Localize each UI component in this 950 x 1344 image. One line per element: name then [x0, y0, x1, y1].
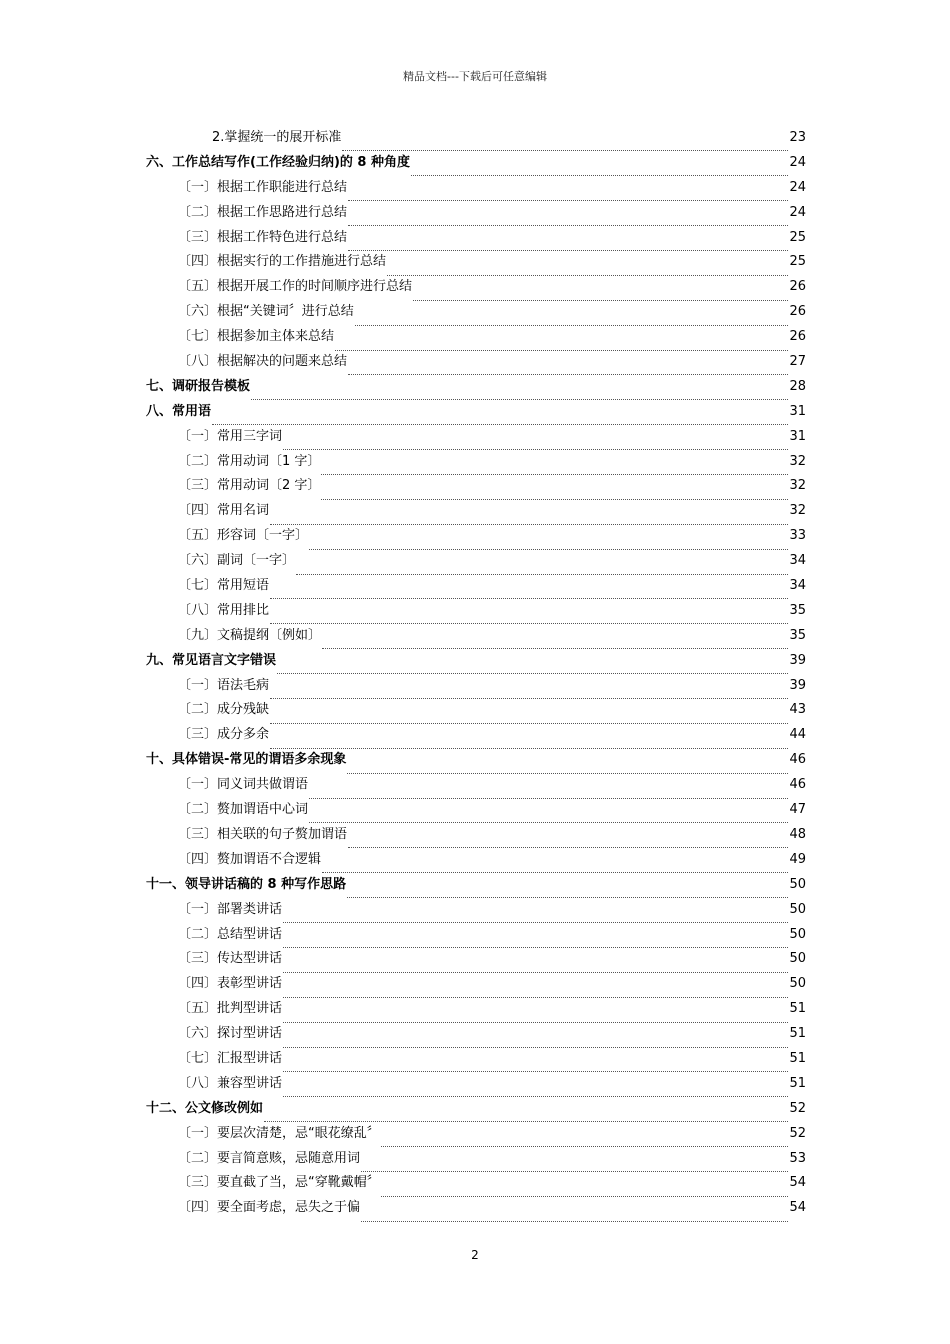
dot-leader — [283, 1058, 788, 1072]
toc-entry-page: 46 — [789, 777, 806, 793]
toc-entry-title: 〔二〕常用动词〔1 字〕 — [178, 453, 321, 469]
dot-leader — [381, 1133, 789, 1147]
toc-entry-page: 26 — [789, 329, 806, 345]
toc-entry-page: 35 — [789, 602, 806, 618]
toc-entry[interactable] — [146, 1149, 806, 1174]
toc-entry-page: 33 — [789, 528, 806, 544]
toc-entry-page: 44 — [789, 727, 806, 743]
toc-entry-page: 23 — [789, 130, 806, 145]
dot-leader — [264, 1108, 788, 1122]
toc-entry-page: 53 — [789, 1150, 806, 1166]
toc-entry[interactable] — [146, 1198, 806, 1223]
toc-entry-title: 〔一〕部署类讲话 — [178, 901, 283, 917]
dot-leader — [283, 934, 788, 948]
dot-leader — [322, 859, 788, 873]
toc-entry-title: 〔五〕形容词〔一字〕 — [178, 528, 309, 544]
toc-entry[interactable] — [146, 452, 806, 477]
toc-entry-page: 54 — [789, 1175, 806, 1191]
toc-entry-title: 〔九〕文稿提纲〔例如〕 — [178, 627, 322, 643]
toc-entry-page: 25 — [789, 254, 806, 270]
dot-leader — [347, 760, 788, 774]
toc-entry-page: 50 — [789, 901, 806, 917]
toc-entry-title: 〔四〕要全面考虑，忌失之于偏 — [178, 1200, 361, 1216]
toc-entry[interactable] — [146, 1124, 806, 1149]
dot-leader — [348, 212, 788, 226]
dot-leader — [411, 162, 788, 176]
toc-entry[interactable] — [146, 551, 806, 576]
toc-entry-title: 〔二〕赘加谓语中心词 — [178, 802, 309, 818]
toc-entry-page: 39 — [789, 677, 806, 693]
dot-leader — [348, 187, 788, 201]
dot-leader — [348, 834, 788, 848]
toc-entry[interactable] — [146, 352, 806, 377]
toc-entry[interactable] — [146, 949, 806, 974]
toc-entry-title: 九、常见语言文字错误 — [146, 652, 277, 668]
dot-leader — [361, 1208, 788, 1222]
toc-entry[interactable] — [146, 1049, 806, 1074]
toc-entry[interactable] — [146, 1099, 806, 1124]
toc-entry-page: 49 — [789, 851, 806, 867]
dot-leader — [413, 287, 788, 301]
dot-leader — [321, 486, 788, 500]
dot-leader — [322, 635, 788, 649]
toc-entry[interactable] — [146, 327, 806, 352]
toc-entry[interactable] — [146, 601, 806, 626]
dot-leader — [321, 461, 788, 475]
toc-entry-page: 32 — [789, 453, 806, 469]
toc-entry-title: 十一、领导讲话稿的 8 种写作思路 — [146, 876, 347, 892]
toc-entry-page: 26 — [789, 304, 806, 320]
toc-entry-title: 十二、公文修改例如 — [146, 1100, 264, 1116]
dot-leader — [309, 536, 788, 550]
toc-entry-page: 32 — [789, 478, 806, 494]
toc-entry-page: 35 — [789, 627, 806, 643]
dot-leader — [348, 361, 788, 375]
toc-entry-title: 〔八〕常用排比 — [178, 602, 270, 618]
toc-entry[interactable] — [146, 700, 806, 725]
toc-entry[interactable] — [146, 775, 806, 800]
toc-entry[interactable] — [146, 377, 806, 402]
toc-entry[interactable] — [146, 999, 806, 1024]
toc-entry-title: 〔二〕总结型讲话 — [178, 926, 283, 942]
toc-entry-page: 50 — [789, 926, 806, 942]
toc-entry-page: 54 — [789, 1200, 806, 1216]
toc-entry-page: 24 — [789, 179, 806, 195]
toc-entry-title: 〔四〕根据实行的工作措施进行总结 — [178, 254, 387, 270]
dot-leader — [296, 561, 788, 575]
toc-entry-title: 〔一〕要层次清楚，忌“眼花缭乱〞 — [178, 1125, 380, 1141]
toc-entry[interactable] — [146, 277, 806, 302]
toc-entry-page: 52 — [789, 1100, 806, 1116]
toc-entry-title: 〔六〕副词〔一字〕 — [178, 553, 296, 569]
toc-entry[interactable] — [146, 900, 806, 925]
dot-leader — [277, 660, 788, 674]
toc-entry-page: 50 — [789, 976, 806, 992]
toc-entry-title: 〔三〕成分多余 — [178, 727, 270, 743]
toc-entry[interactable] — [146, 974, 806, 999]
toc-entry-page: 51 — [789, 1050, 806, 1066]
toc-entry-title: 八、常用语 — [146, 403, 212, 419]
dot-leader — [347, 884, 788, 898]
dot-leader — [270, 710, 788, 724]
toc-entry-title: 〔五〕根据开展工作的时间顺序进行总结 — [178, 279, 413, 295]
toc-entry[interactable] — [146, 526, 806, 551]
dot-leader — [283, 1009, 788, 1023]
page-number: 2 — [471, 1248, 479, 1262]
dot-leader — [283, 909, 788, 923]
toc-entry-page: 50 — [789, 876, 806, 892]
dot-leader — [283, 1083, 788, 1097]
toc-entry[interactable] — [146, 302, 806, 327]
toc-entry[interactable] — [146, 153, 806, 178]
toc-entry-page: 34 — [789, 553, 806, 569]
toc-entry[interactable] — [146, 501, 806, 526]
toc-entry[interactable] — [146, 1024, 806, 1049]
dot-leader — [270, 511, 788, 525]
dot-leader — [270, 685, 788, 699]
toc-entry[interactable] — [146, 1173, 806, 1198]
dot-leader — [283, 436, 788, 450]
dot-leader — [355, 312, 789, 326]
toc-entry-title: 十、具体错误-常见的谓语多余现象 — [146, 752, 347, 768]
toc-entry[interactable] — [146, 800, 806, 825]
toc-entry[interactable] — [146, 427, 806, 452]
toc-entry-title: 〔五〕批判型讲话 — [178, 1001, 283, 1017]
toc-entry-title: 〔二〕要言简意赅，忌随意用词 — [178, 1150, 361, 1166]
toc-entry-page: 47 — [789, 802, 806, 818]
toc-entry-page: 51 — [789, 1001, 806, 1017]
toc-entry-title: 〔三〕要直截了当，忌“穿靴戴帽〞 — [178, 1175, 380, 1191]
toc-entry[interactable] — [146, 1074, 806, 1099]
toc-entry-title: 〔二〕成分残缺 — [178, 702, 270, 718]
toc-entry-title: 〔三〕根据工作特色进行总结 — [178, 229, 348, 245]
toc-entry-title: 〔八〕根据解决的问题来总结 — [178, 354, 348, 370]
toc-entry-title: 〔七〕根据参加主体来总结 — [178, 329, 335, 345]
dot-leader — [309, 809, 788, 823]
toc-entry-title: 〔二〕根据工作思路进行总结 — [178, 204, 348, 220]
toc-entry[interactable] — [146, 128, 806, 153]
dot-leader — [283, 984, 788, 998]
toc-entry-page: 25 — [789, 229, 806, 245]
dot-leader — [387, 262, 788, 276]
toc-entry-page: 51 — [789, 1075, 806, 1091]
dot-leader — [309, 785, 788, 799]
toc-entry-title: 〔三〕常用动词〔2 字〕 — [178, 478, 321, 494]
toc-entry-page: 26 — [789, 279, 806, 295]
dot-leader — [342, 137, 788, 151]
toc-entry-page: 24 — [789, 204, 806, 220]
dot-leader — [335, 337, 788, 351]
toc-entry-page: 32 — [789, 503, 806, 519]
toc-entry-page: 28 — [789, 378, 806, 394]
toc-entry-title: 〔一〕常用三字词 — [178, 428, 283, 444]
toc-entry-title: 〔六〕根据“关键词〞进行总结 — [178, 304, 354, 320]
toc-entry-title: 〔七〕汇报型讲话 — [178, 1050, 283, 1066]
dot-leader — [283, 959, 788, 973]
toc-entry[interactable] — [146, 576, 806, 601]
dot-leader — [251, 386, 788, 400]
toc-entry-title: 〔八〕兼容型讲话 — [178, 1075, 283, 1091]
toc-entry-title: 〔四〕表彰型讲话 — [178, 976, 283, 992]
dot-leader — [361, 1158, 788, 1172]
dot-leader — [270, 735, 788, 749]
dot-leader — [270, 610, 788, 624]
toc-entry-title: 〔四〕常用名词 — [178, 503, 270, 519]
toc-entry-page: 34 — [789, 578, 806, 594]
toc-entry[interactable] — [146, 476, 806, 501]
page-header: 精品文档---下载后可任意编辑 — [403, 70, 547, 83]
toc-entry[interactable] — [146, 676, 806, 701]
toc-entry-page: 31 — [789, 428, 806, 444]
toc-entry-title: 六、工作总结写作(工作经验归纳)的 8 种角度 — [146, 154, 410, 170]
dot-leader — [348, 237, 788, 251]
dot-leader — [381, 1183, 789, 1197]
toc-entry-page: 46 — [789, 752, 806, 768]
toc-entry[interactable] — [146, 402, 806, 427]
toc-entry-page: 43 — [789, 702, 806, 718]
toc-entry-title: 七、调研报告模板 — [146, 378, 251, 394]
toc-entry[interactable] — [146, 626, 806, 651]
toc-entry[interactable] — [146, 725, 806, 750]
toc-entry-title: 2.掌握统一的展开标准 — [212, 130, 342, 145]
toc-entry-page: 48 — [789, 826, 806, 842]
toc-entry-title: 〔三〕传达型讲话 — [178, 951, 283, 967]
toc-entry[interactable] — [146, 750, 806, 775]
toc-entry-page: 31 — [789, 403, 806, 419]
toc-entry[interactable] — [146, 228, 806, 253]
toc-entry[interactable] — [146, 651, 806, 676]
toc-entry-title: 〔七〕常用短语 — [178, 578, 270, 594]
dot-leader — [270, 585, 788, 599]
toc-entry[interactable] — [146, 850, 806, 875]
toc-entry-title: 〔一〕根据工作职能进行总结 — [178, 179, 348, 195]
toc-entry[interactable] — [146, 875, 806, 900]
toc-entry-page: 39 — [789, 652, 806, 668]
toc-entry[interactable] — [146, 825, 806, 850]
toc-entry-title: 〔六〕探讨型讲话 — [178, 1026, 283, 1042]
toc-entry[interactable] — [146, 252, 806, 277]
dot-leader — [212, 411, 788, 425]
dot-leader — [283, 1034, 788, 1048]
toc-entry[interactable] — [146, 203, 806, 228]
toc-entry-page: 27 — [789, 354, 806, 370]
toc-entry-page: 51 — [789, 1026, 806, 1042]
toc-entry[interactable] — [146, 925, 806, 950]
toc-entry[interactable] — [146, 178, 806, 203]
toc-entry-page: 50 — [789, 951, 806, 967]
table-of-contents — [146, 128, 806, 1223]
toc-entry-title: 〔一〕语法毛病 — [178, 677, 270, 693]
toc-entry-title: 〔四〕赘加谓语不合逻辑 — [178, 851, 322, 867]
toc-entry-title: 〔一〕同义词共做谓语 — [178, 777, 309, 793]
toc-entry-title: 〔三〕相关联的句子赘加谓语 — [178, 826, 348, 842]
toc-entry-page: 24 — [789, 154, 806, 170]
toc-entry-page: 52 — [789, 1125, 806, 1141]
